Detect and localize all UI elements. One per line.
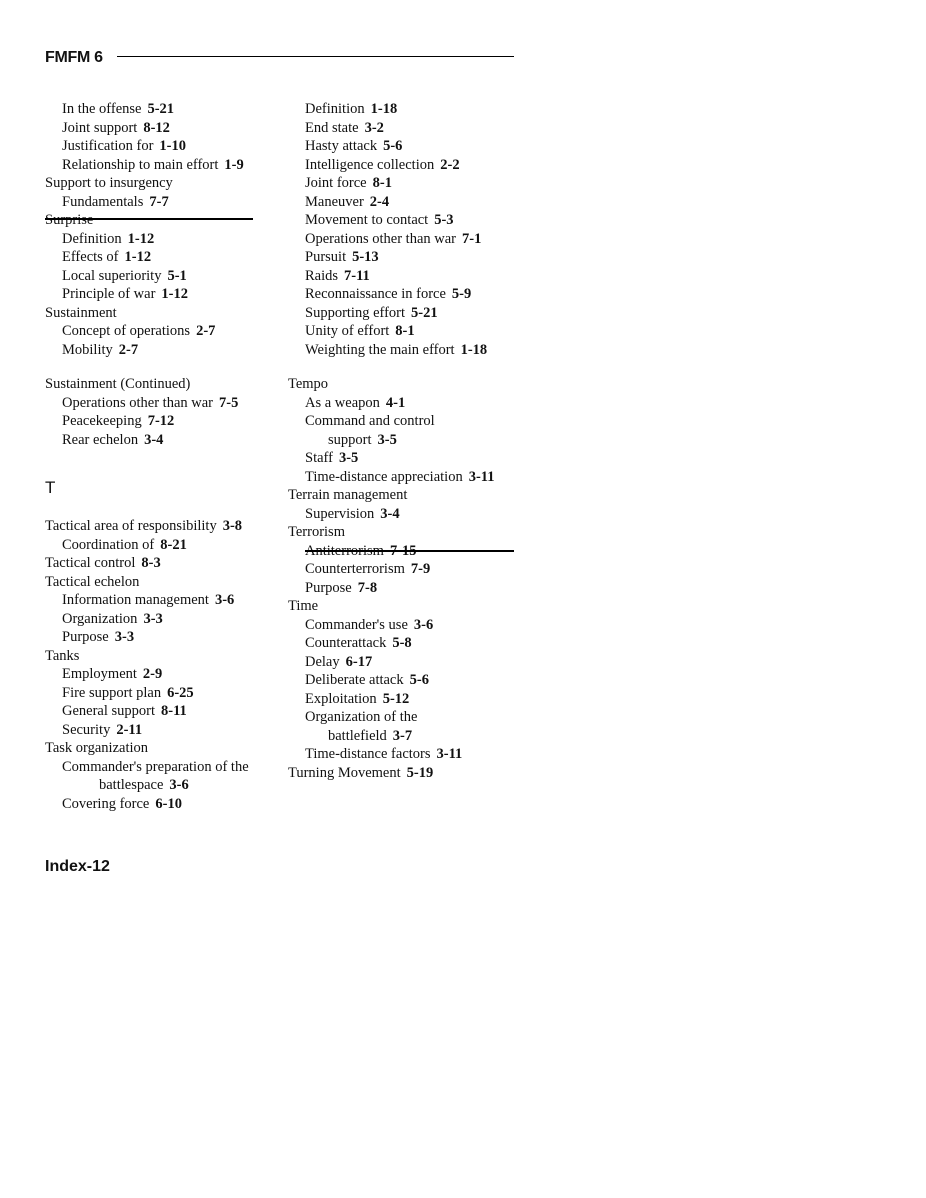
entry-page-ref: 7-1	[462, 230, 482, 247]
entry-page-ref: 8-3	[141, 555, 161, 571]
entry-term: General support	[62, 703, 156, 719]
entry-term: Reconnaissance in force	[305, 286, 446, 302]
entry-page-ref: 6-25	[167, 684, 194, 701]
index-entry	[45, 375, 285, 394]
page-footer-label: Index-12	[45, 858, 110, 875]
index-entry	[288, 764, 528, 783]
entry-term: Peacekeeping	[62, 413, 142, 429]
index-entry	[45, 304, 285, 323]
entry-page-ref: 7-12	[147, 413, 175, 429]
entry-term: Exploitation	[305, 690, 377, 707]
index-subentry	[45, 156, 285, 175]
index-subentry	[288, 745, 528, 764]
entry-page-ref: 7-9	[410, 561, 431, 577]
entry-page-ref: 2-9	[142, 666, 163, 682]
entry-term: Sustainment	[45, 304, 117, 321]
index-subentry	[288, 616, 528, 635]
index-subentry	[288, 174, 528, 193]
entry-term: In the offense	[62, 101, 142, 117]
entry-term: Covering force	[62, 795, 150, 812]
index-subentry	[288, 211, 528, 230]
entry-term: Definition	[62, 230, 122, 247]
entry-term: Supporting effort	[305, 304, 406, 321]
index-subentry	[45, 431, 285, 450]
index-subentry	[45, 193, 285, 212]
entry-page-ref: 7-7	[149, 193, 169, 210]
entry-term: Unity of effort	[305, 323, 390, 339]
entry-term: Concept of operations	[62, 323, 191, 339]
entry-page-ref: 5-8	[392, 635, 412, 651]
entry-term: Joint force	[305, 175, 367, 191]
entry-page-ref: 5-12	[382, 690, 410, 707]
entry-term: Relationship to main effort	[62, 156, 219, 173]
entry-term: Time-distance factors	[305, 746, 431, 762]
entry-page-ref: 2-7	[118, 341, 139, 358]
entry-term: Weighting the main effort	[305, 341, 455, 358]
entry-page-ref: 3-4	[144, 431, 164, 448]
entry-term: Surprise	[45, 212, 94, 228]
entry-term: Purpose	[305, 579, 352, 596]
entry-term: Operations other than war	[305, 230, 456, 247]
index-subentry	[45, 795, 285, 814]
index-subentry	[45, 137, 285, 156]
entry-term: Antiterrorism	[305, 542, 384, 559]
index-subentry	[45, 341, 285, 360]
entry-page-ref: 3-3	[114, 629, 135, 645]
entry-page-ref: 7-5	[219, 394, 239, 411]
index-entry	[45, 647, 285, 666]
entry-term: Support to insurgency	[45, 175, 173, 191]
index-subentry	[288, 505, 528, 524]
entry-page-ref: 5-21	[411, 304, 438, 321]
index-subentry	[45, 285, 285, 304]
section-letter-heading: T	[45, 478, 56, 497]
entry-page-ref: 3-11	[468, 468, 495, 485]
index-subentry	[45, 702, 285, 721]
entry-page-ref: 5-6	[409, 672, 429, 688]
spacer	[45, 359, 285, 375]
entry-term: battlespace	[99, 777, 164, 793]
index-subentry	[45, 591, 285, 610]
index-entry	[288, 597, 528, 616]
entry-term: Effects of	[62, 249, 119, 265]
index-subentry	[288, 193, 528, 212]
entry-term: Commander's use	[305, 616, 408, 633]
entry-page-ref: 1-10	[159, 138, 187, 154]
index-subentry	[288, 671, 528, 690]
entry-term: Local superiority	[62, 267, 162, 284]
index-subentry	[288, 468, 528, 487]
index-entry	[288, 375, 528, 394]
entry-page-ref: 1-18	[460, 341, 488, 358]
index-entry	[45, 517, 285, 536]
entry-term: Organization	[62, 610, 138, 627]
entry-page-ref: 3-3	[143, 610, 163, 627]
entry-term: Rear echelon	[62, 431, 139, 448]
entry-page-ref: 3-8	[222, 518, 243, 534]
index-entry	[45, 573, 285, 592]
entry-term: Command and control	[305, 413, 435, 429]
entry-page-ref: 5-21	[147, 101, 175, 117]
index-subentry	[288, 690, 528, 709]
entry-page-ref: 8-12	[143, 119, 170, 136]
index-subentry	[288, 431, 528, 450]
entry-page-ref: 3-11	[436, 746, 463, 762]
entry-term: Information management	[62, 592, 209, 608]
index-entry	[288, 523, 528, 542]
entry-term: Maneuver	[305, 193, 364, 210]
entry-page-ref: 3-6	[214, 592, 235, 608]
index-subentry	[45, 776, 285, 795]
index-subentry	[288, 341, 528, 360]
entry-term: Tactical area of responsibility	[45, 518, 217, 534]
index-subentry	[45, 610, 285, 629]
entry-term: Supervision	[305, 505, 375, 522]
entry-term: support	[328, 431, 372, 448]
entry-term: As a weapon	[305, 394, 380, 411]
index-subentry	[288, 267, 528, 286]
strike-line-surprise	[45, 218, 253, 220]
index-subentry	[288, 412, 528, 431]
entry-page-ref: 2-4	[369, 193, 390, 210]
index-subentry	[288, 394, 528, 413]
entry-term: Tactical echelon	[45, 573, 140, 590]
index-subentry	[45, 684, 285, 703]
entry-term: Hasty attack	[305, 138, 378, 154]
index-subentry	[45, 394, 285, 413]
entry-term: Employment	[62, 666, 137, 682]
entry-page-ref: 1-12	[161, 286, 189, 302]
entry-term: Joint support	[62, 119, 138, 136]
entry-term: Terrain management	[288, 487, 408, 503]
index-column-right	[288, 100, 528, 782]
index-subentry	[288, 248, 528, 267]
index-subentry	[45, 230, 285, 249]
entry-page-ref: 8-1	[395, 323, 415, 339]
index-column-left	[45, 100, 285, 813]
entry-term: Sustainment (Continued)	[45, 376, 191, 392]
entry-page-ref: 1-12	[127, 230, 155, 247]
entry-page-ref: 3-7	[392, 727, 413, 744]
entry-page-ref: 3-6	[169, 777, 189, 793]
index-subentry	[288, 137, 528, 156]
entry-page-ref: 3-4	[380, 505, 400, 522]
entry-page-ref: 1-12	[124, 249, 152, 265]
index-subentry	[45, 100, 285, 119]
index-entry	[45, 211, 285, 230]
entry-term: End state	[305, 119, 359, 136]
entry-page-ref: 6-17	[345, 653, 373, 670]
index-subentry	[288, 653, 528, 672]
index-subentry	[288, 727, 528, 746]
spacer	[288, 359, 528, 375]
index-entry	[288, 486, 528, 505]
index-entry	[45, 554, 285, 573]
entry-page-ref: 7-11	[344, 267, 370, 284]
entry-term: Security	[62, 721, 111, 738]
entry-term: Terrorism	[288, 524, 345, 540]
entry-page-ref: 5-19	[406, 764, 434, 781]
index-subentry	[45, 628, 285, 647]
index-subentry	[288, 119, 528, 138]
entry-page-ref: 2-11	[116, 721, 143, 738]
entry-term: Operations other than war	[62, 394, 213, 411]
header-rule	[117, 56, 514, 57]
index-subentry	[45, 248, 285, 267]
header-title: FMFM 6	[45, 49, 103, 66]
entry-term: Justification for	[62, 138, 154, 154]
entry-term: Coordination of	[62, 536, 155, 553]
entry-page-ref: 2-7	[196, 323, 216, 339]
entry-term: battlefield	[328, 727, 387, 744]
entry-term: Mobility	[62, 341, 113, 358]
entry-term: Fire support plan	[62, 684, 162, 701]
entry-term: Commander's preparation of the	[62, 758, 249, 775]
entry-page-ref: 5-1	[167, 267, 187, 284]
index-subentry	[45, 721, 285, 740]
entry-page-ref: 7-8	[357, 579, 378, 596]
index-subentry	[45, 536, 285, 555]
entry-term: Counterterrorism	[305, 561, 405, 577]
index-subentry	[288, 322, 528, 341]
entry-page-ref: 4-1	[385, 394, 406, 411]
entry-page-ref: 3-6	[413, 616, 434, 633]
index-subentry	[45, 119, 285, 138]
entry-page-ref: 5-6	[383, 138, 403, 154]
index-entry	[45, 174, 285, 193]
index-subentry	[288, 230, 528, 249]
entry-page-ref: 6-10	[155, 795, 182, 812]
entry-page-ref: 2-2	[440, 156, 460, 173]
index-subentry	[288, 634, 528, 653]
entry-term: Tanks	[45, 647, 80, 664]
index-subentry	[45, 665, 285, 684]
index-subentry	[288, 708, 528, 727]
index-subentry	[45, 267, 285, 286]
index-subentry	[45, 758, 285, 777]
entry-term: Time-distance appreciation	[305, 468, 463, 485]
entry-page-ref: 3-2	[364, 119, 384, 136]
entry-term: Organization of the	[305, 709, 418, 725]
entry-term: Movement to contact	[305, 212, 429, 228]
entry-term: Counterattack	[305, 635, 387, 651]
index-subentry	[288, 156, 528, 175]
index-subentry	[288, 304, 528, 323]
entry-page-ref: 5-9	[451, 286, 472, 302]
index-subentry	[288, 100, 528, 119]
spacer	[45, 449, 285, 477]
entry-term: Fundamentals	[62, 193, 144, 210]
spacer	[45, 499, 285, 517]
index-subentry	[288, 449, 528, 468]
entry-term: Principle of war	[62, 286, 156, 302]
entry-page-ref: 8-21	[160, 536, 187, 553]
entry-term: Pursuit	[305, 249, 347, 265]
entry-term: Raids	[305, 267, 339, 284]
entry-term: Delay	[305, 653, 340, 670]
entry-term: Turning Movement	[288, 764, 401, 781]
entry-term: Deliberate attack	[305, 672, 404, 688]
entry-term: Task organization	[45, 740, 149, 756]
entry-page-ref: 7-15	[389, 542, 417, 559]
entry-page-ref: 5-3	[434, 212, 454, 228]
entry-page-ref: 1-18	[370, 101, 398, 117]
entry-page-ref: 3-5	[377, 431, 397, 448]
entry-term: Purpose	[62, 629, 109, 645]
entry-term: Staff	[305, 450, 333, 466]
index-subentry	[288, 560, 528, 579]
entry-page-ref: 5-13	[352, 249, 379, 265]
index-subentry	[288, 579, 528, 598]
page-header	[45, 48, 515, 68]
entry-page-ref: 3-5	[338, 450, 359, 466]
index-subentry	[45, 412, 285, 431]
entry-term: Tempo	[288, 376, 329, 392]
entry-term: Intelligence collection	[305, 156, 435, 173]
entry-term: Time	[288, 598, 319, 614]
entry-page-ref: 1-9	[224, 156, 244, 173]
entry-page-ref: 8-11	[161, 703, 187, 719]
index-subentry	[45, 322, 285, 341]
strike-line-antiterrorism	[305, 550, 514, 552]
entry-page-ref: 8-1	[372, 175, 392, 191]
index-entry	[45, 739, 285, 758]
entry-term: Tactical control	[45, 555, 136, 571]
entry-term: Definition	[305, 101, 365, 117]
index-subentry	[288, 285, 528, 304]
